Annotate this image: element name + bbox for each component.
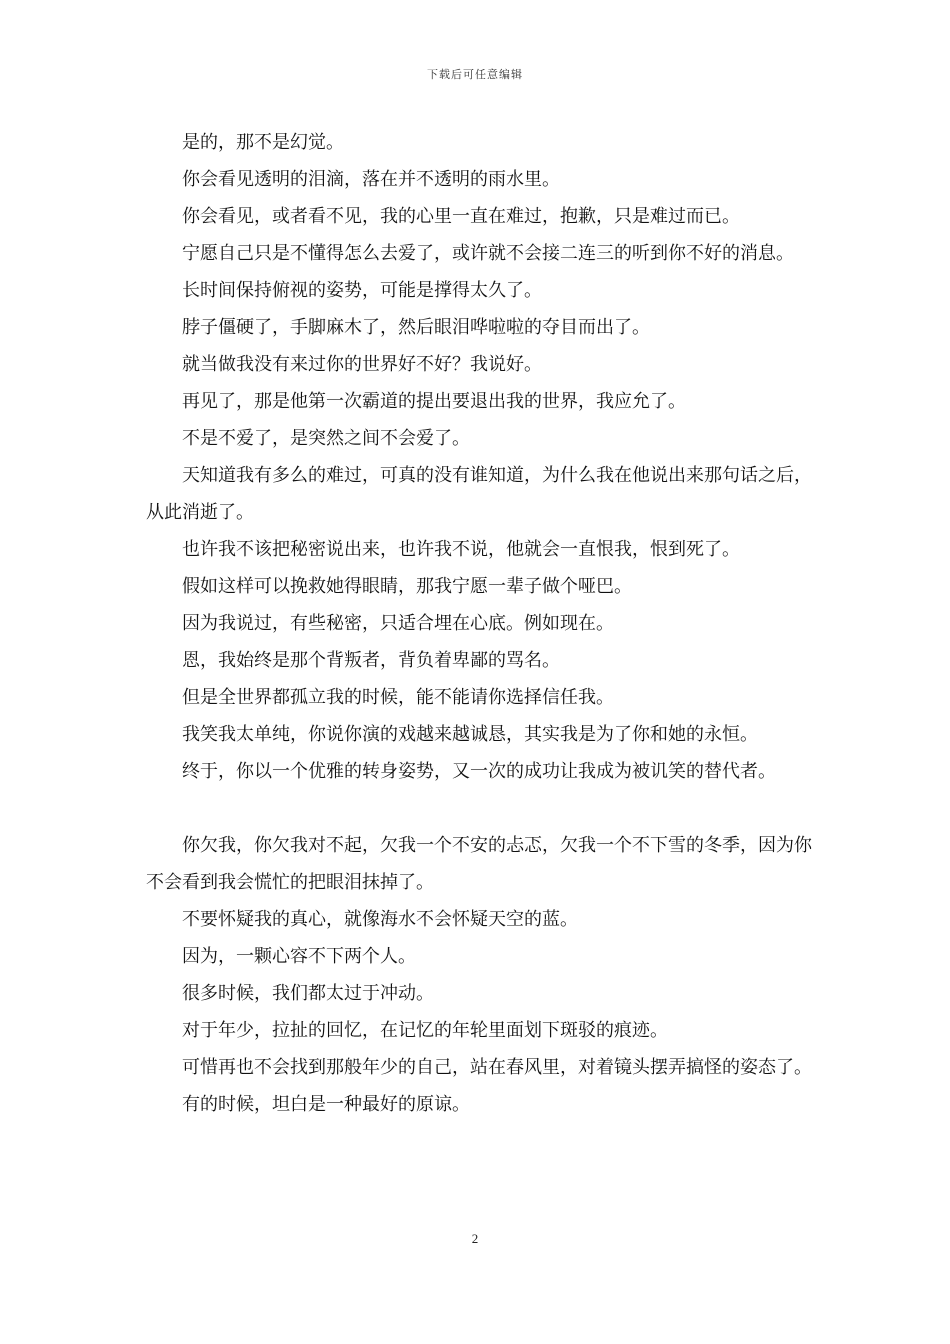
paragraph: 你欠我，你欠我对不起，欠我一个不安的忐忑，欠我一个不下雪的冬季，因为你不会看到我会慌忙的把眼泪抹掉了。 <box>146 835 812 893</box>
paragraph: 再见了，那是他第一次霸道的提出要退出我的世界，我应允了。 <box>182 391 686 412</box>
paragraph: 长时间保持俯视的姿势，可能是撑得太久了。 <box>182 280 542 301</box>
paragraph: 终于，你以一个优雅的转身姿势，又一次的成功让我成为被讥笑的替代者。 <box>182 761 776 782</box>
paragraph: 有的时候，坦白是一种最好的原谅。 <box>182 1094 470 1115</box>
paragraph: 宁愿自己只是不懂得怎么去爱了，或许就不会接二连三的听到你不好的消息。 <box>182 243 794 264</box>
paragraph: 是的，那不是幻觉。 <box>182 132 344 153</box>
page-number: 2 <box>471 1231 479 1246</box>
paragraph: 天知道我有多么的难过，可真的没有谁知道，为什么我在他说出来那句话之后，从此消逝了。 <box>146 465 812 523</box>
paragraph: 很多时候，我们都太过于冲动。 <box>182 983 434 1004</box>
paragraph: 可惜再也不会找到那般年少的自己，站在春风里，对着镜头摆弄搞怪的姿态了。 <box>182 1057 812 1078</box>
paragraph: 但是全世界都孤立我的时候，能不能请你选择信任我。 <box>182 687 614 708</box>
page-header: 下载后可任意编辑 <box>427 68 523 81</box>
paragraph: 你会看见透明的泪滴，落在并不透明的雨水里。 <box>182 169 560 190</box>
paragraph: 因为我说过，有些秘密，只适合埋在心底。例如现在。 <box>182 613 614 634</box>
paragraph: 假如这样可以挽救她得眼睛，那我宁愿一辈子做个哑巴。 <box>182 576 632 597</box>
paragraph: 你会看见，或者看不见，我的心里一直在难过，抱歉，只是难过而已。 <box>182 206 740 227</box>
blank-line <box>146 790 812 827</box>
paragraph: 也许我不该把秘密说出来，也许我不说，他就会一直恨我，恨到死了。 <box>182 539 740 560</box>
paragraph: 我笑我太单纯，你说你演的戏越来越诚恳，其实我是为了你和她的永恒。 <box>182 724 758 745</box>
document-body <box>146 124 812 1123</box>
paragraph: 不是不爱了，是突然之间不会爱了。 <box>182 428 470 449</box>
paragraph: 恩，我始终是那个背叛者，背负着卑鄙的骂名。 <box>182 650 560 671</box>
paragraph: 脖子僵硬了，手脚麻木了，然后眼泪哗啦啦的夺目而出了。 <box>182 317 650 338</box>
paragraph: 对于年少，拉扯的回忆，在记忆的年轮里面划下斑驳的痕迹。 <box>182 1020 668 1041</box>
paragraph: 不要怀疑我的真心，就像海水不会怀疑天空的蓝。 <box>182 909 578 930</box>
paragraph: 就当做我没有来过你的世界好不好？我说好。 <box>182 354 542 375</box>
paragraph: 因为，一颗心容不下两个人。 <box>182 946 416 967</box>
